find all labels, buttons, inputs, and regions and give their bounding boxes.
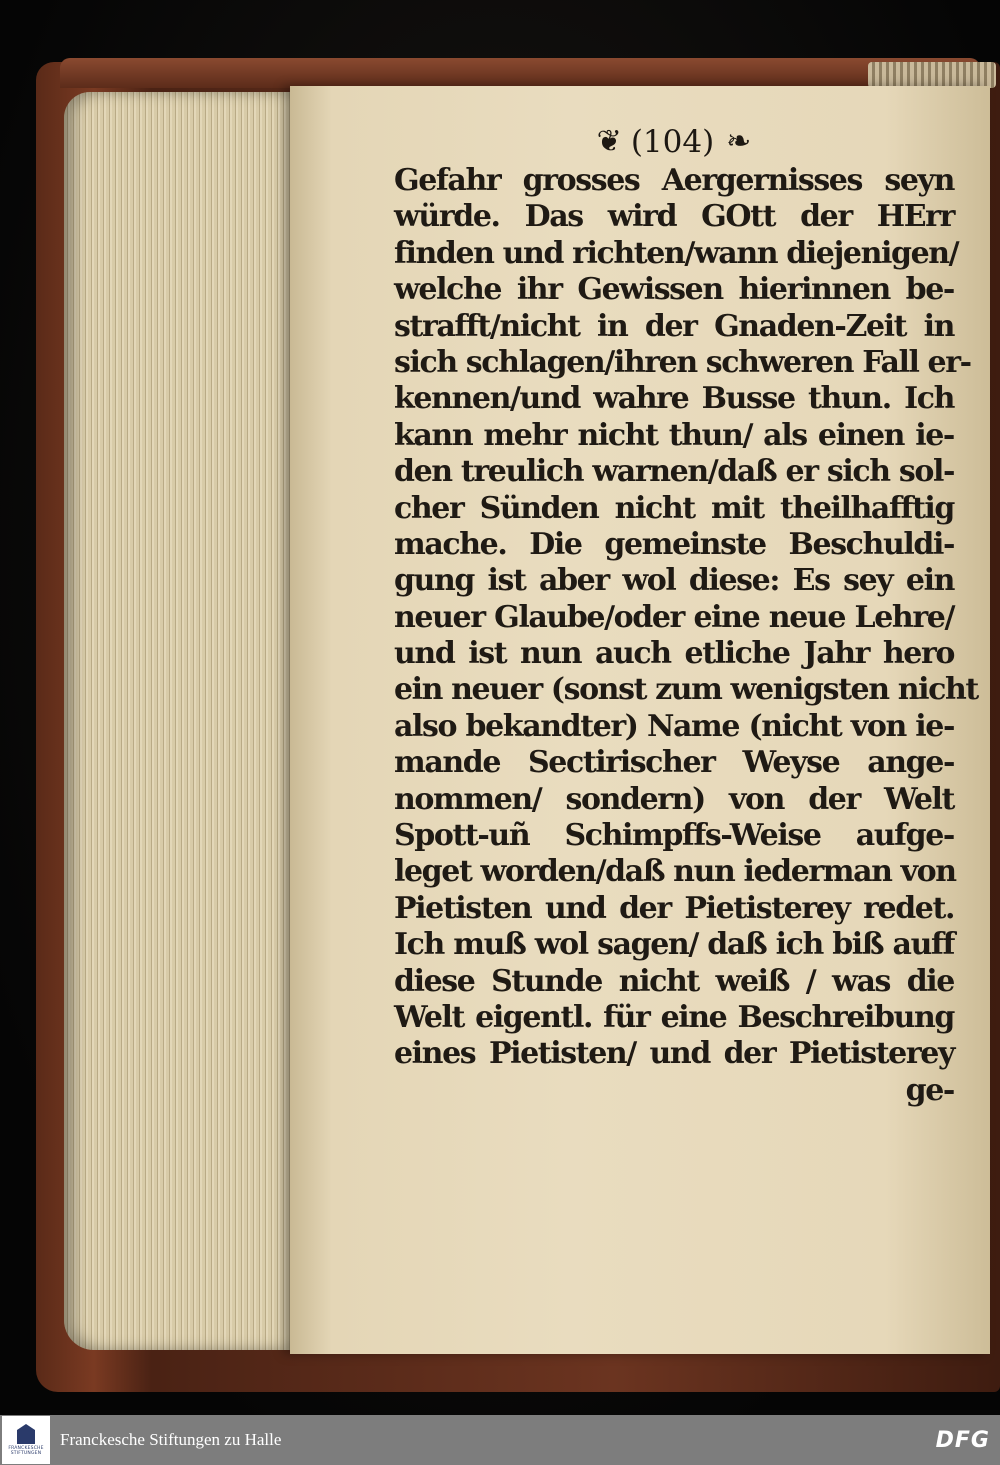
- text-line: cher Sünden nicht mit theilhafftig: [394, 490, 954, 526]
- text-line: leget worden/daß nun iederman von: [394, 854, 956, 890]
- text-line: finden und richten/wann diejenigen/: [394, 235, 959, 271]
- page-text: [394, 163, 978, 1109]
- text-line: den treulich warnen/daß er sich sol-: [394, 454, 954, 490]
- text-line: sich schlagen/ihren schweren Fall er-: [394, 344, 971, 380]
- ornament-left-icon: ❦: [596, 124, 619, 159]
- text-line: strafft/nicht in der Gnaden-Zeit in: [394, 308, 954, 344]
- text-line: und ist nun auch etliche Jahr hero: [394, 636, 954, 672]
- text-line: kann mehr nicht thun/ als einen ie-: [394, 417, 954, 453]
- book-cover-top: [60, 58, 980, 88]
- text-line: Welt eigentl. für eine Beschreibung: [394, 999, 954, 1035]
- text-line: Ich muß wol sagen/ daß ich biß auff: [394, 927, 954, 963]
- logo-text-line-1: FRANCKESCHE: [8, 1446, 44, 1451]
- logo-text: [8, 1446, 43, 1456]
- institution-logo[interactable]: [2, 1416, 50, 1464]
- page-edges: [64, 92, 300, 1350]
- text-line: welche ihr Gewissen hierinnen be-: [394, 272, 954, 308]
- text-line: eines Pietisten/ und der Pietisterey: [394, 1036, 954, 1072]
- text-line: würde. Das wird GOtt der HErr: [394, 199, 954, 235]
- dfg-logo[interactable]: DFG: [935, 1428, 990, 1453]
- text-line: kennen/und wahre Busse thun. Ich: [394, 381, 954, 417]
- text-line: neuer Glaube/oder eine neue Lehre/: [394, 599, 954, 635]
- catchword: ge-: [905, 1072, 954, 1108]
- text-line: diese Stunde nicht weiß / was die: [394, 963, 954, 999]
- ornament-right-icon: ❧: [726, 124, 749, 159]
- text-line: also bekandter) Name (nicht von ie-: [394, 708, 954, 744]
- text-line: Pietisten und der Pietisterey redet.: [394, 890, 954, 926]
- viewer-footer: [0, 1415, 1000, 1465]
- text-line: Spott-uñ Schimpffs-Weise aufge-: [394, 818, 954, 854]
- text-line: ein neuer (sonst zum wenigsten nicht: [394, 672, 978, 708]
- text-line: mande Sectirischer Weyse ange-: [394, 745, 954, 781]
- headband: [868, 62, 996, 88]
- institution-name[interactable]: Franckesche Stiftungen zu Halle: [60, 1430, 282, 1449]
- text-line: nommen/ sondern) von der Welt: [394, 781, 954, 817]
- text-line: mache. Die gemeinste Beschuldi-: [394, 526, 954, 562]
- page-header: [555, 120, 790, 164]
- text-line: Gefahr grosses Aergernisses seyn: [394, 163, 954, 198]
- text-line: gung ist aber wol diese: Es sey ein: [394, 563, 954, 599]
- page-number: (104): [630, 123, 715, 160]
- logo-text-line-2: STIFTUNGEN: [10, 1451, 42, 1456]
- building-icon: [17, 1424, 35, 1444]
